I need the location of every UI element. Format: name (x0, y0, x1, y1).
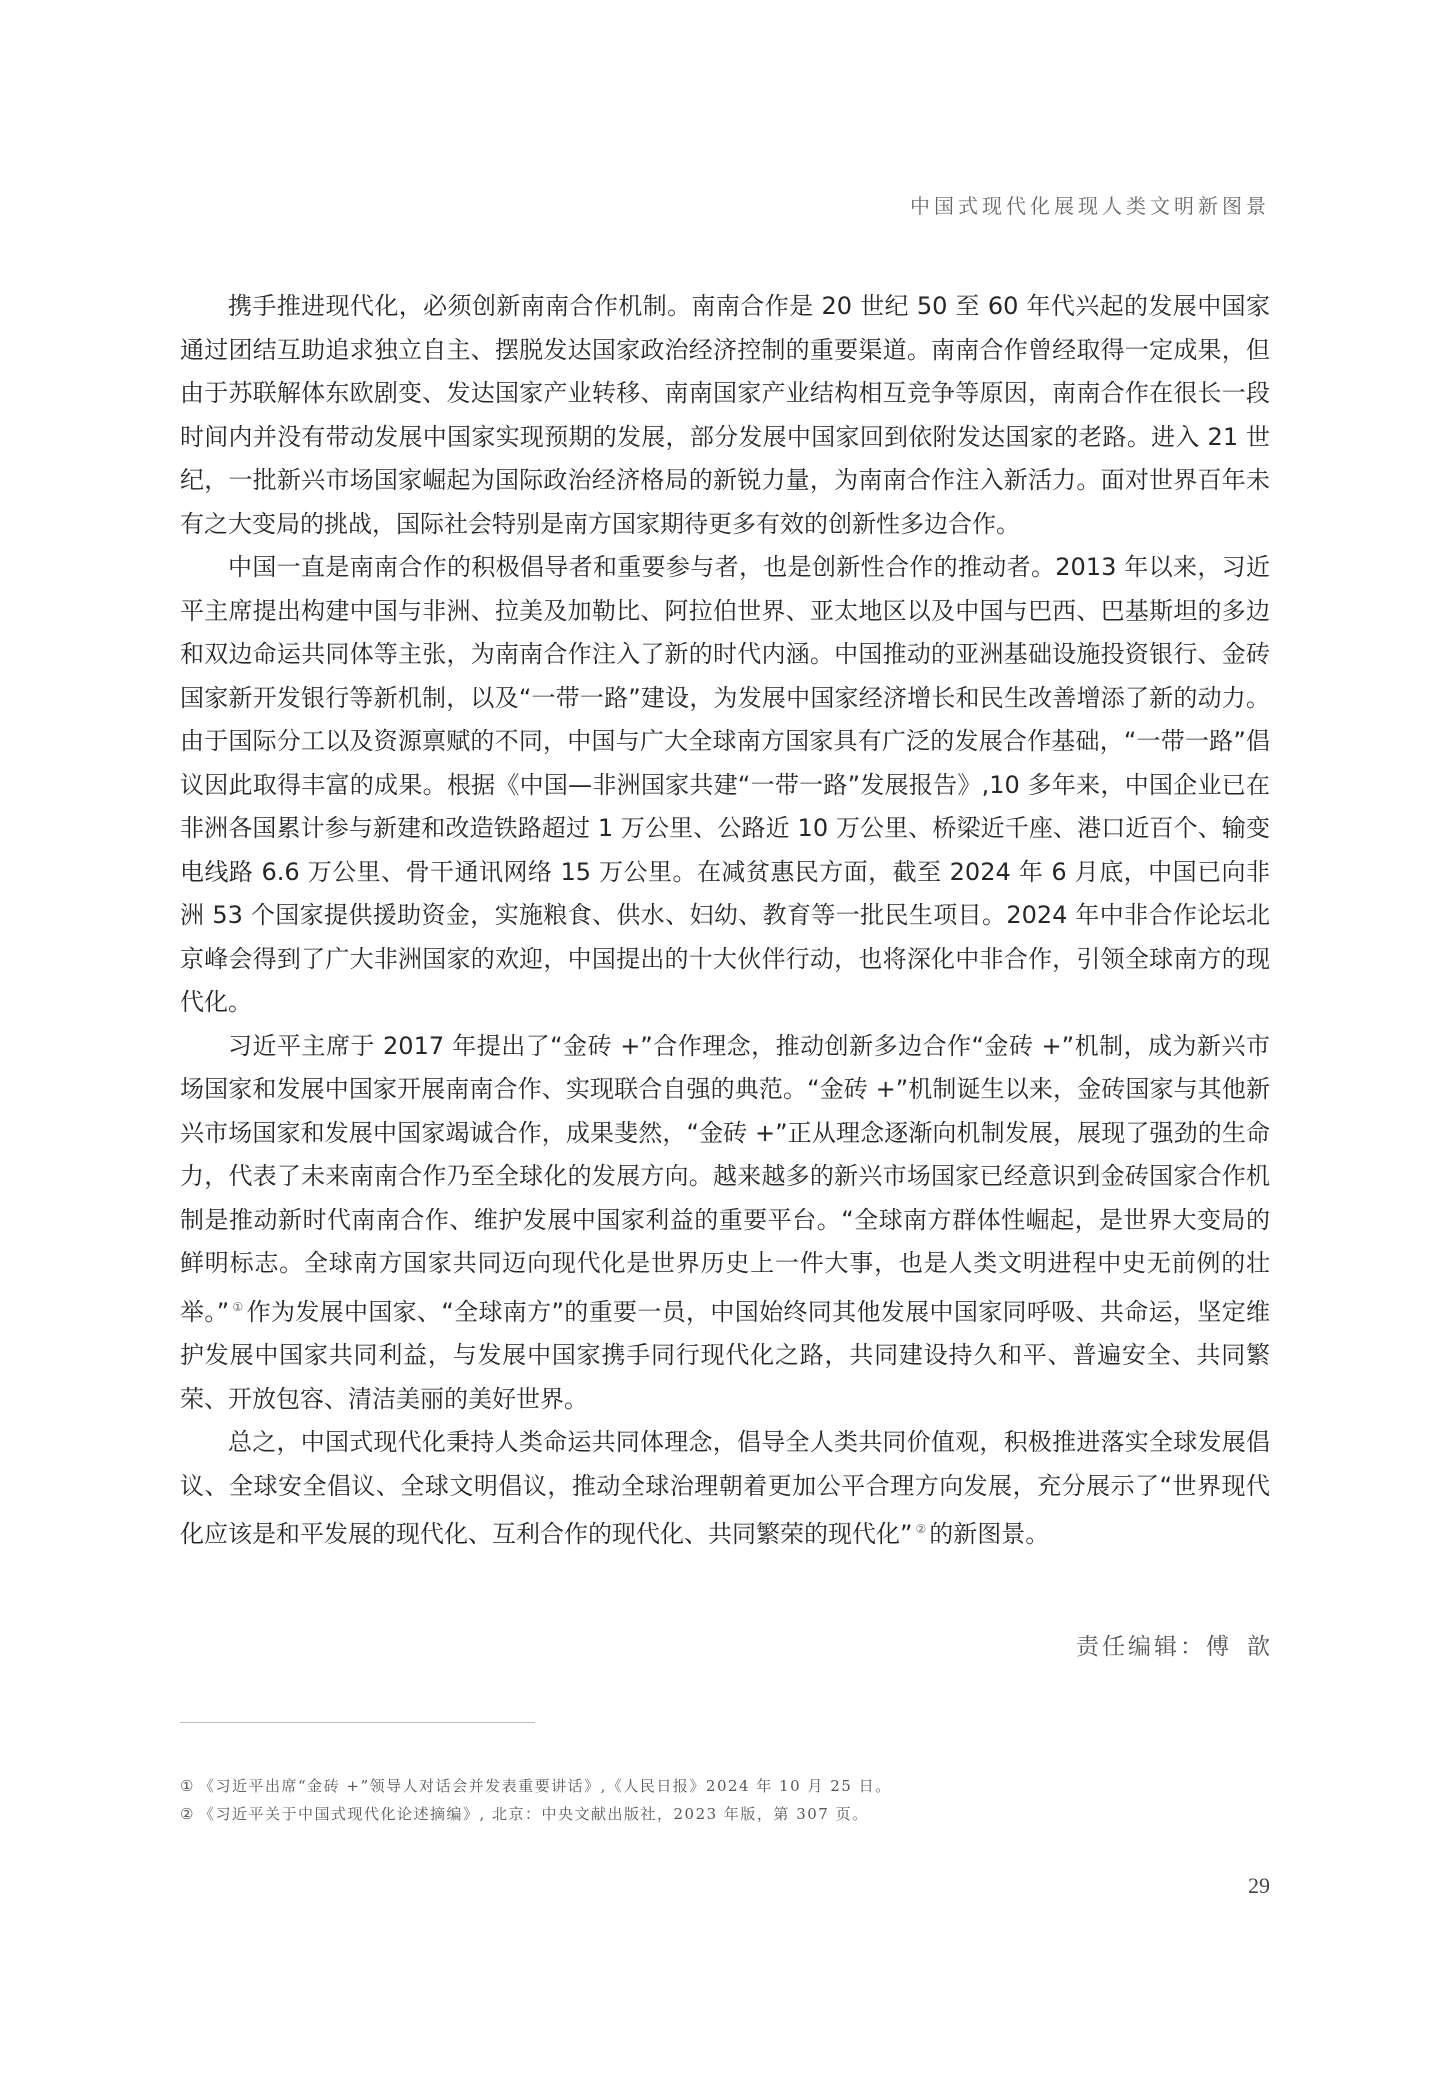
paragraph-4-text-before: 总之，中国式现代化秉持人类命运共同体理念，倡导全人类共同价值观，积极推进落实全球发展倡议、全球安全倡议、全球文明倡议，推动全球治理朝着更加公平合理方向发展，充分展示了“世界现代化应该是和平发展的现代化、互利合作的现代化、共同繁荣的现代化” (180, 1428, 1270, 1548)
paragraph-4-text-after: 的新图景。 (929, 1520, 1050, 1548)
paragraph-4 (180, 1421, 1270, 1557)
editor-label: 责任编辑： (1076, 1634, 1206, 1660)
article-body (180, 285, 1270, 1557)
footnote-ref-1[interactable]: ① (232, 1299, 244, 1314)
paragraph-1: 携手推进现代化，必须创新南南合作机制。南南合作是 20 世纪 50 至 60 年代兴起的发展中国家通过团结互助追求独立自主、摆脱发达国家政治经济控制的重要渠道。南南合作曾经取得一定成果，但由于苏联解体东欧剧变、发达国家产业转移、南南国家产业结构相互竞争等原因，南南合作在很长一段时间内并没有带动发展中国家实现预期的发展，部分发展中国家回到依附发达国家的老路。进入 21 世纪，一批新兴市场国家崛起为国际政治经济格局的新锐力量，为南南合作注入新活力。面对世界百年未有之大变局的挑战，国际社会特别是南方国家期待更多有效的创新性多边合作。 (180, 292, 1270, 538)
editor-name: 傅歆 (1206, 1634, 1288, 1660)
footnote-2-mark: ② (180, 1805, 195, 1823)
footnote-1-mark: ① (180, 1777, 195, 1795)
paragraph-2: 中国一直是南南合作的积极倡导者和重要参与者，也是创新性合作的推动者。2013 年以来，习近平主席提出构建中国与非洲、拉美及加勒比、阿拉伯世界、亚太地区以及中国与巴西、巴基斯坦的多边和双边命运共同体等主张，为南南合作注入了新的时代内涵。中国推动的亚洲基础设施投资银行、金砖国家新开发银行等新机制，以及“一带一路”建设，为发展中国家经济增长和民生改善增添了新的动力。由于国际分工以及资源禀赋的不同，中国与广大全球南方国家具有广泛的发展合作基础，“一带一路”倡议因此取得丰富的成果。根据《中国—非洲国家共建“一带一路”发展报告》,10 多年来，中国企业已在非洲各国累计参与新建和改造铁路超过 1 万公里、公路近 10 万公里、桥梁近千座、港口近百个、输变电线路 6.6 万公里、骨干通讯网络 15 万公里。在减贫惠民方面，截至 2024 年 6 月底，中国已向非洲 53 个国家提供援助资金，实施粮食、供水、妇幼、教育等一批民生项目。2024 年中非合作论坛北京峰会得到了广大非洲国家的欢迎，中国提出的十大伙伴行动，也将深化中非合作，引领全球南方的现代化。 (180, 553, 1270, 1016)
responsible-editor (180, 1628, 1288, 1661)
footnote-divider (180, 1722, 535, 1723)
footnotes (180, 1772, 1270, 1828)
footnote-1-text: 《习近平出席“金砖 +”领导人对话会并发表重要讲话》,《人民日报》2024 年 10 月 25 日。 (198, 1777, 892, 1795)
paragraph-3-text-before: 习近平主席于 2017 年提出了“金砖 +”合作理念，推动创新多边合作“金砖 +”机制，成为新兴市场国家和发展中国家开展南南合作、实现联合自强的典范。“金砖 +”机制诞生以来，金砖国家与其他新兴市场国家和发展中国家竭诚合作，成果斐然，“金砖 +”正从理念逐渐向机制发展，展现了强劲的生命力，代表了未来南南合作乃至全球化的发展方向。越来越多的新兴市场国家已经意识到金砖国家合作机制是推动新时代南南合作、维护发展中国家利益的重要平台。“全球南方群体性崛起，是世界大变局的鲜明标志。全球南方国家共同迈向现代化是世界历史上一件大事，也是人类文明进程中史无前例的壮举。” (180, 1031, 1270, 1326)
footnote-1 (180, 1772, 1270, 1800)
footnote-2-text: 《习近平关于中国式现代化论述摘编》, 北京：中央文献出版社，2023 年版，第 307 页。 (198, 1805, 869, 1823)
running-header: 中国式现代化展现人类文明新图景 (910, 194, 1270, 218)
footnote-ref-2[interactable]: ② (915, 1522, 927, 1536)
footnote-2 (180, 1800, 1270, 1828)
paragraph-3-text-after: 作为发展中国家、“全球南方”的重要一员，中国始终同其他发展中国家同呼吸、共命运，坚定维护发展中国家共同利益，与发展中国家携手同行现代化之路，共同建设持久和平、普遍安全、共同繁荣、开放包容、清洁美丽的美好世界。 (180, 1297, 1270, 1413)
page-number: 29 (1248, 1873, 1270, 1898)
paragraph-3 (180, 1025, 1270, 1422)
